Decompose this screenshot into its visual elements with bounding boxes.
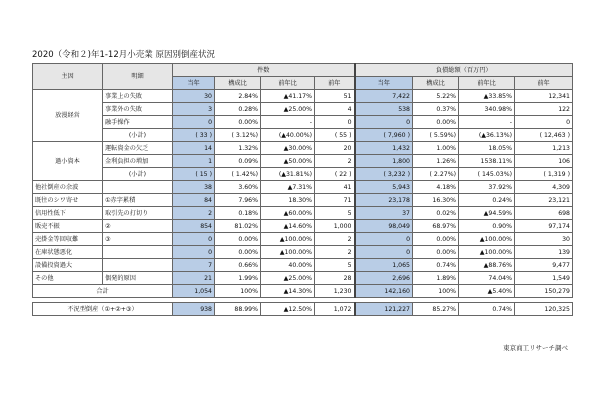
value-cell: 340.98%: [459, 103, 515, 116]
value-cell: 2: [315, 233, 355, 246]
main-cause-cell: 在庫状態悪化: [33, 246, 103, 259]
value-cell: ( 5.59%): [413, 129, 459, 142]
detail-cell: (小計): [103, 168, 173, 181]
value-cell: 1,065: [355, 259, 413, 272]
bankruptcy-table: [32, 63, 573, 316]
value-cell: 97,174: [515, 220, 573, 233]
value-cell: ▲30.00%: [261, 142, 315, 155]
value-cell: 698: [515, 207, 573, 220]
detail-cell: 取引先の打切り: [103, 207, 173, 220]
value-cell: 0.37%: [413, 103, 459, 116]
value-cell: 18.30%: [261, 194, 315, 207]
value-cell: 37.92%: [459, 181, 515, 194]
header-main-cause: 主因: [33, 64, 103, 90]
table-row: [33, 259, 573, 272]
value-cell: ( 1,319 ): [515, 168, 573, 181]
value-cell: ( 7,960 ): [355, 129, 413, 142]
detail-cell: 偶発的原因: [103, 272, 173, 285]
value-cell: 9,477: [515, 259, 573, 272]
value-cell: 4.18%: [413, 181, 459, 194]
value-cell: 18.05%: [459, 142, 515, 155]
header-sub: 構成比: [413, 77, 459, 90]
detail-cell: ②: [103, 220, 173, 233]
value-cell: 106: [515, 155, 573, 168]
value-cell: ( 2.27%): [413, 168, 459, 181]
recession-value-cell: 88.99%: [215, 303, 261, 316]
value-cell: 5: [315, 207, 355, 220]
value-cell: ( 145.03%): [459, 168, 515, 181]
value-cell: ( 22 ): [315, 168, 355, 181]
value-cell: 1,432: [355, 142, 413, 155]
table-row: [33, 142, 573, 155]
value-cell: 51: [315, 90, 355, 103]
value-cell: 68.97%: [413, 220, 459, 233]
value-cell: 1,000: [315, 220, 355, 233]
table-row: [33, 272, 573, 285]
value-cell: 2: [315, 246, 355, 259]
value-cell: 1,800: [355, 155, 413, 168]
value-cell: -: [261, 116, 315, 129]
detail-cell: 運転資金の欠乏: [103, 142, 173, 155]
value-cell: 122: [515, 103, 573, 116]
table-row: [33, 233, 573, 246]
total-value-cell: 142,160: [355, 285, 413, 298]
value-cell: 0.09%: [215, 155, 261, 168]
detail-cell: 融手操作: [103, 116, 173, 129]
header-cases: 件数: [173, 64, 355, 77]
value-cell: 0.00%: [413, 116, 459, 129]
value-cell: 37: [355, 207, 413, 220]
recession-value-cell: 1,072: [315, 303, 355, 316]
value-cell: -: [459, 116, 515, 129]
main-cause-cell: 売掛金等回収難: [33, 233, 103, 246]
value-cell: 4,309: [515, 181, 573, 194]
detail-cell: ③: [103, 233, 173, 246]
value-cell: 23,121: [515, 194, 573, 207]
value-cell: ( 12,463 ): [515, 129, 573, 142]
detail-cell: ①赤字累積: [103, 194, 173, 207]
table-row: [33, 90, 573, 103]
value-cell: 7,422: [355, 90, 413, 103]
recession-value-cell: ▲12.50%: [261, 303, 315, 316]
value-cell: 16.30%: [413, 194, 459, 207]
recession-value-cell: 121,227: [355, 303, 413, 316]
header-row-1: [33, 64, 573, 77]
table-row: [33, 155, 573, 168]
value-cell: 139: [515, 246, 573, 259]
value-cell: 0: [173, 116, 215, 129]
value-cell: 0.00%: [215, 116, 261, 129]
value-cell: 81.02%: [215, 220, 261, 233]
value-cell: 0.00%: [215, 246, 261, 259]
value-cell: 0.66%: [215, 259, 261, 272]
header-sub: 前年比: [261, 77, 315, 90]
value-cell: ▲100.00%: [261, 246, 315, 259]
value-cell: 854: [173, 220, 215, 233]
value-cell: 0: [173, 246, 215, 259]
value-cell: 0.74%: [413, 259, 459, 272]
header-sub: 当年: [355, 77, 413, 90]
value-cell: 30: [515, 233, 573, 246]
value-cell: 20: [315, 142, 355, 155]
value-cell: 0: [355, 246, 413, 259]
value-cell: 28: [315, 272, 355, 285]
main-cause-cell: 既往のシワ寄せ: [33, 194, 103, 207]
value-cell: ▲100.00%: [459, 233, 515, 246]
value-cell: 1.26%: [413, 155, 459, 168]
value-cell: ▲14.60%: [261, 220, 315, 233]
main-cause-cell: 放漫経営: [33, 90, 103, 142]
value-cell: 1.99%: [215, 272, 261, 285]
detail-cell: [103, 259, 173, 272]
value-cell: 0: [355, 116, 413, 129]
value-cell: ▲100.00%: [261, 233, 315, 246]
value-cell: 0: [355, 233, 413, 246]
value-cell: ▲100.00%: [459, 246, 515, 259]
value-cell: 5: [315, 259, 355, 272]
value-cell: 0: [315, 116, 355, 129]
value-cell: 71: [315, 194, 355, 207]
table-row: [33, 129, 573, 142]
value-cell: ( 1.42%): [215, 168, 261, 181]
value-cell: 0: [173, 233, 215, 246]
source-note: 東京商工リサーチ調べ: [503, 344, 568, 352]
value-cell: 0.28%: [215, 103, 261, 116]
value-cell: 41: [315, 181, 355, 194]
value-cell: ▲41.17%: [261, 90, 315, 103]
main-cause-cell: 設備投資過大: [33, 259, 103, 272]
table-row: [33, 194, 573, 207]
main-cause-cell: 他社倒産の余波: [33, 181, 103, 194]
header-sub: 前年: [515, 77, 573, 90]
value-cell: ▲50.00%: [261, 155, 315, 168]
main-cause-cell: その他: [33, 272, 103, 285]
value-cell: (▲40.00%): [261, 129, 315, 142]
value-cell: 0.24%: [459, 194, 515, 207]
detail-cell: 事業外の失敗: [103, 103, 173, 116]
table-row: [33, 103, 573, 116]
value-cell: 5.22%: [413, 90, 459, 103]
value-cell: 2,696: [355, 272, 413, 285]
value-cell: 0.02%: [413, 207, 459, 220]
value-cell: 14: [173, 142, 215, 155]
value-cell: 40.00%: [261, 259, 315, 272]
value-cell: 0.18%: [215, 207, 261, 220]
table-row: [33, 181, 573, 194]
recession-value-cell: 938: [173, 303, 215, 316]
total-value-cell: 100%: [215, 285, 261, 298]
header-sub: 前年比: [459, 77, 515, 90]
header-sub: 構成比: [215, 77, 261, 90]
recession-type-row: [33, 303, 573, 316]
total-value-cell: 1,054: [173, 285, 215, 298]
value-cell: 3.60%: [215, 181, 261, 194]
detail-cell: (小計): [103, 129, 173, 142]
detail-cell: [103, 181, 173, 194]
value-cell: (▲36.13%): [459, 129, 515, 142]
value-cell: ( 3,232 ): [355, 168, 413, 181]
value-cell: 12,341: [515, 90, 573, 103]
value-cell: ( 15 ): [173, 168, 215, 181]
total-value-cell: ▲5.40%: [459, 285, 515, 298]
main-cause-cell: 過小資本: [33, 142, 103, 181]
page-title: 2020（令和２)年1-12月小売業 原因別倒産状況: [32, 50, 215, 60]
value-cell: 38: [173, 181, 215, 194]
value-cell: 0.00%: [413, 233, 459, 246]
value-cell: 0.00%: [215, 233, 261, 246]
value-cell: 1,549: [515, 272, 573, 285]
detail-cell: [103, 246, 173, 259]
value-cell: 74.04%: [459, 272, 515, 285]
total-label: 合計: [33, 285, 173, 298]
recession-value-cell: 120,325: [515, 303, 573, 316]
value-cell: 4: [315, 103, 355, 116]
table-row: [33, 168, 573, 181]
recession-type-label: 不況型倒産（①+②+③）: [33, 303, 173, 316]
detail-cell: 金利負担の増加: [103, 155, 173, 168]
total-value-cell: 100%: [413, 285, 459, 298]
value-cell: 2: [315, 155, 355, 168]
value-cell: 84: [173, 194, 215, 207]
total-value-cell: ▲14.30%: [261, 285, 315, 298]
recession-value-cell: 0.74%: [459, 303, 515, 316]
main-cause-cell: 販売不振: [33, 220, 103, 233]
value-cell: 0: [515, 116, 573, 129]
main-cause-cell: 信用性低下: [33, 207, 103, 220]
detail-cell: 事業上の失敗: [103, 90, 173, 103]
value-cell: 1.32%: [215, 142, 261, 155]
value-cell: ▲33.85%: [459, 90, 515, 103]
value-cell: ▲25.00%: [261, 272, 315, 285]
value-cell: ▲94.59%: [459, 207, 515, 220]
value-cell: ▲60.00%: [261, 207, 315, 220]
table-row: [33, 207, 573, 220]
header-detail: 明細: [103, 64, 173, 90]
value-cell: ▲7.31%: [261, 181, 315, 194]
value-cell: 0.90%: [459, 220, 515, 233]
value-cell: 1538.11%: [459, 155, 515, 168]
total-row: [33, 285, 573, 298]
value-cell: 98,049: [355, 220, 413, 233]
table-row: [33, 246, 573, 259]
value-cell: 1: [173, 155, 215, 168]
value-cell: 2: [173, 207, 215, 220]
value-cell: 23,178: [355, 194, 413, 207]
value-cell: ▲25.00%: [261, 103, 315, 116]
value-cell: ▲88.76%: [459, 259, 515, 272]
value-cell: ( 55 ): [315, 129, 355, 142]
value-cell: ( 33 ): [173, 129, 215, 142]
value-cell: 1.00%: [413, 142, 459, 155]
value-cell: 30: [173, 90, 215, 103]
value-cell: 7.96%: [215, 194, 261, 207]
value-cell: 3: [173, 103, 215, 116]
total-value-cell: 150,279: [515, 285, 573, 298]
value-cell: 0.00%: [413, 246, 459, 259]
value-cell: 5,943: [355, 181, 413, 194]
table-row: [33, 116, 573, 129]
value-cell: (▲31.81%): [261, 168, 315, 181]
header-sub: 当年: [173, 77, 215, 90]
value-cell: 21: [173, 272, 215, 285]
header-debt: 負債総額（百万円）: [355, 64, 573, 77]
table-row: [33, 220, 573, 233]
value-cell: 1,213: [515, 142, 573, 155]
header-sub: 前年: [315, 77, 355, 90]
value-cell: 7: [173, 259, 215, 272]
value-cell: ( 3.12%): [215, 129, 261, 142]
recession-value-cell: 85.27%: [413, 303, 459, 316]
value-cell: 538: [355, 103, 413, 116]
value-cell: 1.89%: [413, 272, 459, 285]
total-value-cell: 1,230: [315, 285, 355, 298]
value-cell: 2.84%: [215, 90, 261, 103]
